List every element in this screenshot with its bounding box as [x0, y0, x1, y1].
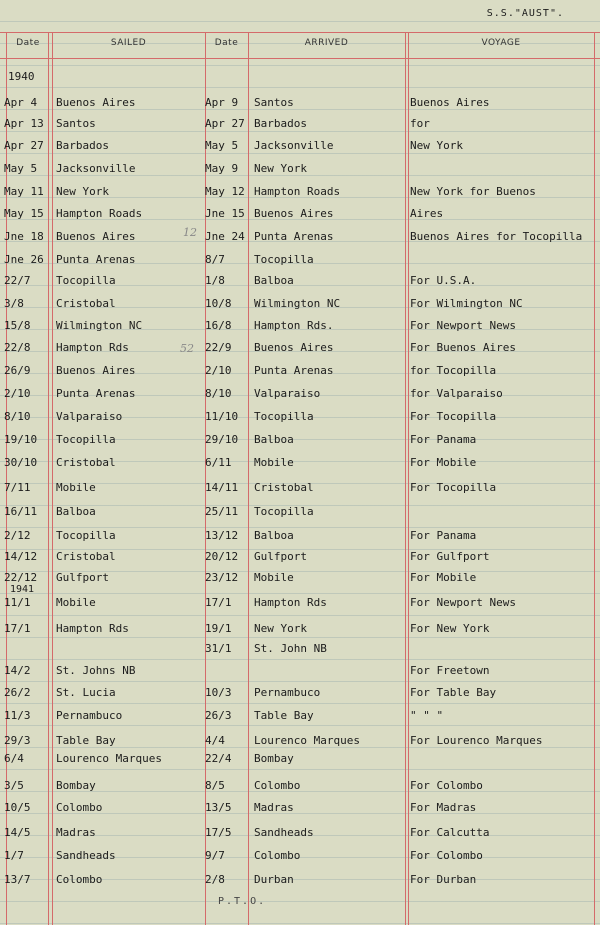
- cell-date-sailed: 1/7: [4, 849, 24, 862]
- table-row: [0, 686, 600, 702]
- table-row: [0, 642, 600, 658]
- cell-date-arrived: 10/8: [205, 297, 232, 310]
- cell-port-arrived: Jacksonville: [254, 139, 334, 152]
- header-arrived: ARRIVED: [304, 38, 349, 48]
- cell-port-arrived: Tocopilla: [254, 410, 314, 423]
- cell-port-sailed: Tocopilla: [56, 433, 116, 446]
- cell-date-arrived: May 9: [205, 162, 239, 175]
- cell-port-sailed: New York: [56, 185, 109, 198]
- cell-date-sailed: 11/3: [4, 709, 31, 722]
- cell-port-sailed: Barbados: [56, 139, 109, 152]
- cell-port-arrived: Tocopilla: [254, 253, 314, 266]
- table-row: [0, 779, 600, 795]
- cell-port-arrived: Bombay: [254, 752, 294, 765]
- cell-date-sailed: Jne 18: [4, 230, 44, 243]
- cell-port-arrived: St. John NB: [254, 642, 327, 655]
- cell-port-arrived: Santos: [254, 96, 294, 109]
- table-row: [0, 596, 600, 612]
- cell-port-sailed: Mobile: [56, 596, 96, 609]
- cell-port-sailed: Balboa: [56, 505, 96, 518]
- table-row: [0, 664, 600, 680]
- cell-port-arrived: Punta Arenas: [254, 230, 334, 243]
- year-label: 1941: [10, 584, 35, 595]
- cell-date-arrived: 29/10: [205, 433, 239, 446]
- cell-date-sailed: 13/7: [4, 873, 31, 886]
- cell-port-arrived: Mobile: [254, 571, 294, 584]
- cell-port-arrived: New York: [254, 622, 307, 635]
- cell-date-arrived: 20/12: [205, 550, 239, 563]
- cell-voyage: For Gulfport: [410, 550, 490, 563]
- cell-port-arrived: Sandheads: [254, 826, 314, 839]
- cell-port-arrived: Hampton Rds.: [254, 319, 334, 332]
- cell-date-arrived: Apr 27: [205, 117, 245, 130]
- cell-port-sailed: Table Bay: [56, 734, 116, 747]
- cell-date-sailed: Apr 4: [4, 96, 38, 109]
- cell-date-arrived: Jne 24: [205, 230, 245, 243]
- cell-date-arrived: 10/3: [205, 686, 232, 699]
- cell-voyage: For New York: [410, 622, 490, 635]
- table-row: [0, 139, 600, 155]
- cell-port-arrived: Balboa: [254, 274, 294, 287]
- cell-port-sailed: Hampton Roads: [56, 207, 143, 220]
- cell-voyage: " " ": [410, 709, 444, 722]
- cell-date-arrived: 22/4: [205, 752, 232, 765]
- cell-port-arrived: Colombo: [254, 849, 301, 862]
- header-bottom-rule: [0, 58, 600, 59]
- cell-date-sailed: 8/10: [4, 410, 31, 423]
- cell-port-sailed: Gulfport: [56, 571, 109, 584]
- table-row: [0, 873, 600, 889]
- table-row: [0, 319, 600, 335]
- cell-date-arrived: 22/9: [205, 341, 232, 354]
- cell-port-sailed: Bombay: [56, 779, 96, 792]
- cell-date-arrived: 2/10: [205, 364, 232, 377]
- cell-date-sailed: 22/8: [4, 341, 31, 354]
- table-row: [0, 849, 600, 865]
- cell-date-arrived: 19/1: [205, 622, 232, 635]
- table-row: [0, 387, 600, 403]
- cell-port-sailed: St. Lucia: [56, 686, 116, 699]
- cell-port-sailed: Tocopilla: [56, 529, 116, 542]
- table-row: [0, 253, 600, 269]
- table-row: [0, 456, 600, 472]
- cell-voyage: for Valparaiso: [410, 387, 503, 400]
- cell-date-sailed: 19/10: [4, 433, 38, 446]
- cell-date-sailed: 14/12: [4, 550, 38, 563]
- cell-voyage: Buenos Aires for Tocopilla: [410, 230, 583, 243]
- cell-voyage: Buenos Aires: [410, 96, 490, 109]
- table-row: [0, 709, 600, 725]
- cell-date-sailed: 3/8: [4, 297, 24, 310]
- table-row: [0, 550, 600, 566]
- table-row: [0, 571, 600, 587]
- cell-port-sailed: Pernambuco: [56, 709, 123, 722]
- cell-voyage: For Panama: [410, 433, 477, 446]
- cell-date-arrived: 11/10: [205, 410, 239, 423]
- cell-voyage: For Newport News: [410, 319, 516, 332]
- cell-date-arrived: 26/3: [205, 709, 232, 722]
- cell-voyage: For U.S.A.: [410, 274, 477, 287]
- cell-date-sailed: 11/1: [4, 596, 31, 609]
- cell-date-arrived: 23/12: [205, 571, 239, 584]
- cell-date-sailed: Jne 26: [4, 253, 44, 266]
- table-row: [0, 117, 600, 133]
- cell-port-arrived: Hampton Rds: [254, 596, 327, 609]
- cell-date-arrived: 25/11: [205, 505, 239, 518]
- cell-port-arrived: Hampton Roads: [254, 185, 341, 198]
- cell-voyage: For Mobile: [410, 571, 477, 584]
- cell-date-sailed: 2/10: [4, 387, 31, 400]
- cell-date-sailed: 15/8: [4, 319, 31, 332]
- cell-port-sailed: Valparaiso: [56, 410, 123, 423]
- cell-date-sailed: 17/1: [4, 622, 31, 635]
- header-sailed: SAILED: [110, 38, 147, 48]
- table-row: [0, 364, 600, 380]
- cell-port-sailed: Madras: [56, 826, 96, 839]
- ship-name: S.S."AUST".: [486, 8, 564, 19]
- table-row: [0, 505, 600, 521]
- table-row: [0, 185, 600, 201]
- cell-voyage: New York: [410, 139, 463, 152]
- cell-port-arrived: Buenos Aires: [254, 207, 334, 220]
- table-row: [0, 529, 600, 545]
- cell-port-arrived: Barbados: [254, 117, 307, 130]
- cell-date-sailed: 6/4: [4, 752, 24, 765]
- cell-port-sailed: Cristobal: [56, 456, 116, 469]
- table-row: [0, 734, 600, 750]
- cell-port-arrived: Balboa: [254, 433, 294, 446]
- cell-date-arrived: 9/7: [205, 849, 225, 862]
- cell-voyage: For Panama: [410, 529, 477, 542]
- table-row: [0, 96, 600, 112]
- cell-date-arrived: 31/1: [205, 642, 232, 655]
- cell-date-sailed: Apr 13: [4, 117, 44, 130]
- cell-voyage: For Buenos Aires: [410, 341, 516, 354]
- cell-voyage: For Freetown: [410, 664, 490, 677]
- cell-date-sailed: 22/7: [4, 274, 31, 287]
- cell-date-sailed: Apr 27: [4, 139, 44, 152]
- table-row: [0, 801, 600, 817]
- cell-voyage: For Madras: [410, 801, 477, 814]
- cell-port-sailed: Punta Arenas: [56, 387, 136, 400]
- cell-port-sailed: Hampton Rds: [56, 341, 129, 354]
- cell-voyage: Aires: [410, 207, 444, 220]
- cell-port-arrived: Madras: [254, 801, 294, 814]
- cell-port-sailed: Mobile: [56, 481, 96, 494]
- cell-voyage: For Tocopilla: [410, 410, 497, 423]
- table-row: [0, 481, 600, 497]
- cell-date-arrived: 17/5: [205, 826, 232, 839]
- page-footer: P.T.O.: [218, 896, 267, 907]
- cell-date-arrived: 6/11: [205, 456, 232, 469]
- cell-port-arrived: Buenos Aires: [254, 341, 334, 354]
- cell-date-sailed: 14/5: [4, 826, 31, 839]
- cell-voyage: For Lourenco Marques: [410, 734, 543, 747]
- cell-port-arrived: Pernambuco: [254, 686, 321, 699]
- margin-mark: 12: [183, 226, 197, 239]
- cell-voyage: for: [410, 117, 430, 130]
- cell-voyage: For Colombo: [410, 779, 483, 792]
- cell-voyage: For Tocopilla: [410, 481, 497, 494]
- margin-mark: 52: [180, 342, 194, 355]
- cell-voyage: For Durban: [410, 873, 477, 886]
- cell-date-sailed: 14/2: [4, 664, 31, 677]
- cell-date-sailed: 7/11: [4, 481, 31, 494]
- table-row: [0, 622, 600, 638]
- cell-date-sailed: May 15: [4, 207, 44, 220]
- table-row: [0, 410, 600, 426]
- cell-port-arrived: Punta Arenas: [254, 364, 334, 377]
- table-row: [0, 752, 600, 768]
- cell-port-sailed: Hampton Rds: [56, 622, 129, 635]
- table-row: [0, 341, 600, 357]
- cell-port-sailed: Buenos Aires: [56, 96, 136, 109]
- cell-date-arrived: Jne 15: [205, 207, 245, 220]
- cell-port-sailed: Sandheads: [56, 849, 116, 862]
- cell-port-arrived: Valparaiso: [254, 387, 321, 400]
- cell-port-sailed: Santos: [56, 117, 96, 130]
- cell-port-sailed: St. Johns NB: [56, 664, 136, 677]
- cell-port-arrived: Tocopilla: [254, 505, 314, 518]
- cell-port-arrived: Mobile: [254, 456, 294, 469]
- cell-voyage: For Newport News: [410, 596, 516, 609]
- cell-date-sailed: 29/3: [4, 734, 31, 747]
- cell-port-arrived: Durban: [254, 873, 294, 886]
- cell-date-sailed: 2/12: [4, 529, 31, 542]
- cell-voyage: for Tocopilla: [410, 364, 497, 377]
- cell-date-arrived: 17/1: [205, 596, 232, 609]
- cell-port-sailed: Jacksonville: [56, 162, 136, 175]
- cell-date-arrived: 8/5: [205, 779, 225, 792]
- cell-date-arrived: May 5: [205, 139, 239, 152]
- cell-voyage: For Table Bay: [410, 686, 497, 699]
- table-row: [0, 162, 600, 178]
- cell-port-sailed: Lourenco Marques: [56, 752, 162, 765]
- cell-port-arrived: New York: [254, 162, 307, 175]
- cell-port-sailed: Cristobal: [56, 550, 116, 563]
- cell-date-arrived: 14/11: [205, 481, 239, 494]
- cell-voyage: For Wilmington NC: [410, 297, 523, 310]
- cell-port-arrived: Lourenco Marques: [254, 734, 360, 747]
- header-date-arrived: Date: [214, 38, 239, 48]
- cell-date-sailed: May 5: [4, 162, 38, 175]
- cell-date-arrived: 2/8: [205, 873, 225, 886]
- cell-date-sailed: 16/11: [4, 505, 38, 518]
- cell-voyage: New York for Buenos: [410, 185, 536, 198]
- cell-voyage: For Mobile: [410, 456, 477, 469]
- header-top-rule: [0, 32, 600, 33]
- cell-date-arrived: 1/8: [205, 274, 225, 287]
- table-row: [0, 826, 600, 842]
- cell-date-sailed: 10/5: [4, 801, 31, 814]
- header-date-sailed: Date: [16, 38, 40, 48]
- cell-port-arrived: Balboa: [254, 529, 294, 542]
- cell-date-arrived: 8/10: [205, 387, 232, 400]
- header-voyage: VOYAGE: [481, 38, 521, 48]
- cell-port-sailed: Buenos Aires: [56, 364, 136, 377]
- cell-port-arrived: Table Bay: [254, 709, 314, 722]
- table-row: [0, 274, 600, 290]
- cell-date-arrived: 13/12: [205, 529, 239, 542]
- cell-date-sailed: 30/10: [4, 456, 38, 469]
- cell-date-sailed: 26/9: [4, 364, 31, 377]
- cell-port-sailed: Wilmington NC: [56, 319, 143, 332]
- cell-port-arrived: Wilmington NC: [254, 297, 341, 310]
- cell-port-sailed: Punta Arenas: [56, 253, 136, 266]
- cell-voyage: For Colombo: [410, 849, 483, 862]
- cell-date-arrived: Apr 9: [205, 96, 239, 109]
- cell-date-sailed: 3/5: [4, 779, 24, 792]
- table-row: [0, 230, 600, 246]
- year-label: 1940: [8, 70, 35, 83]
- table-row: [0, 433, 600, 449]
- cell-date-sailed: 26/2: [4, 686, 31, 699]
- cell-port-arrived: Cristobal: [254, 481, 314, 494]
- cell-date-arrived: May 12: [205, 185, 245, 198]
- cell-port-sailed: Cristobal: [56, 297, 116, 310]
- cell-port-sailed: Buenos Aires: [56, 230, 136, 243]
- cell-port-arrived: Colombo: [254, 779, 301, 792]
- table-row: [0, 297, 600, 313]
- cell-date-arrived: 8/7: [205, 253, 225, 266]
- cell-voyage: For Calcutta: [410, 826, 490, 839]
- cell-date-sailed: 22/12: [4, 571, 38, 584]
- cell-port-arrived: Gulfport: [254, 550, 307, 563]
- cell-port-sailed: Colombo: [56, 873, 103, 886]
- cell-date-arrived: 13/5: [205, 801, 232, 814]
- cell-port-sailed: Colombo: [56, 801, 103, 814]
- cell-date-sailed: May 11: [4, 185, 44, 198]
- table-row: [0, 207, 600, 223]
- cell-date-arrived: 16/8: [205, 319, 232, 332]
- cell-port-sailed: Tocopilla: [56, 274, 116, 287]
- cell-date-arrived: 4/4: [205, 734, 225, 747]
